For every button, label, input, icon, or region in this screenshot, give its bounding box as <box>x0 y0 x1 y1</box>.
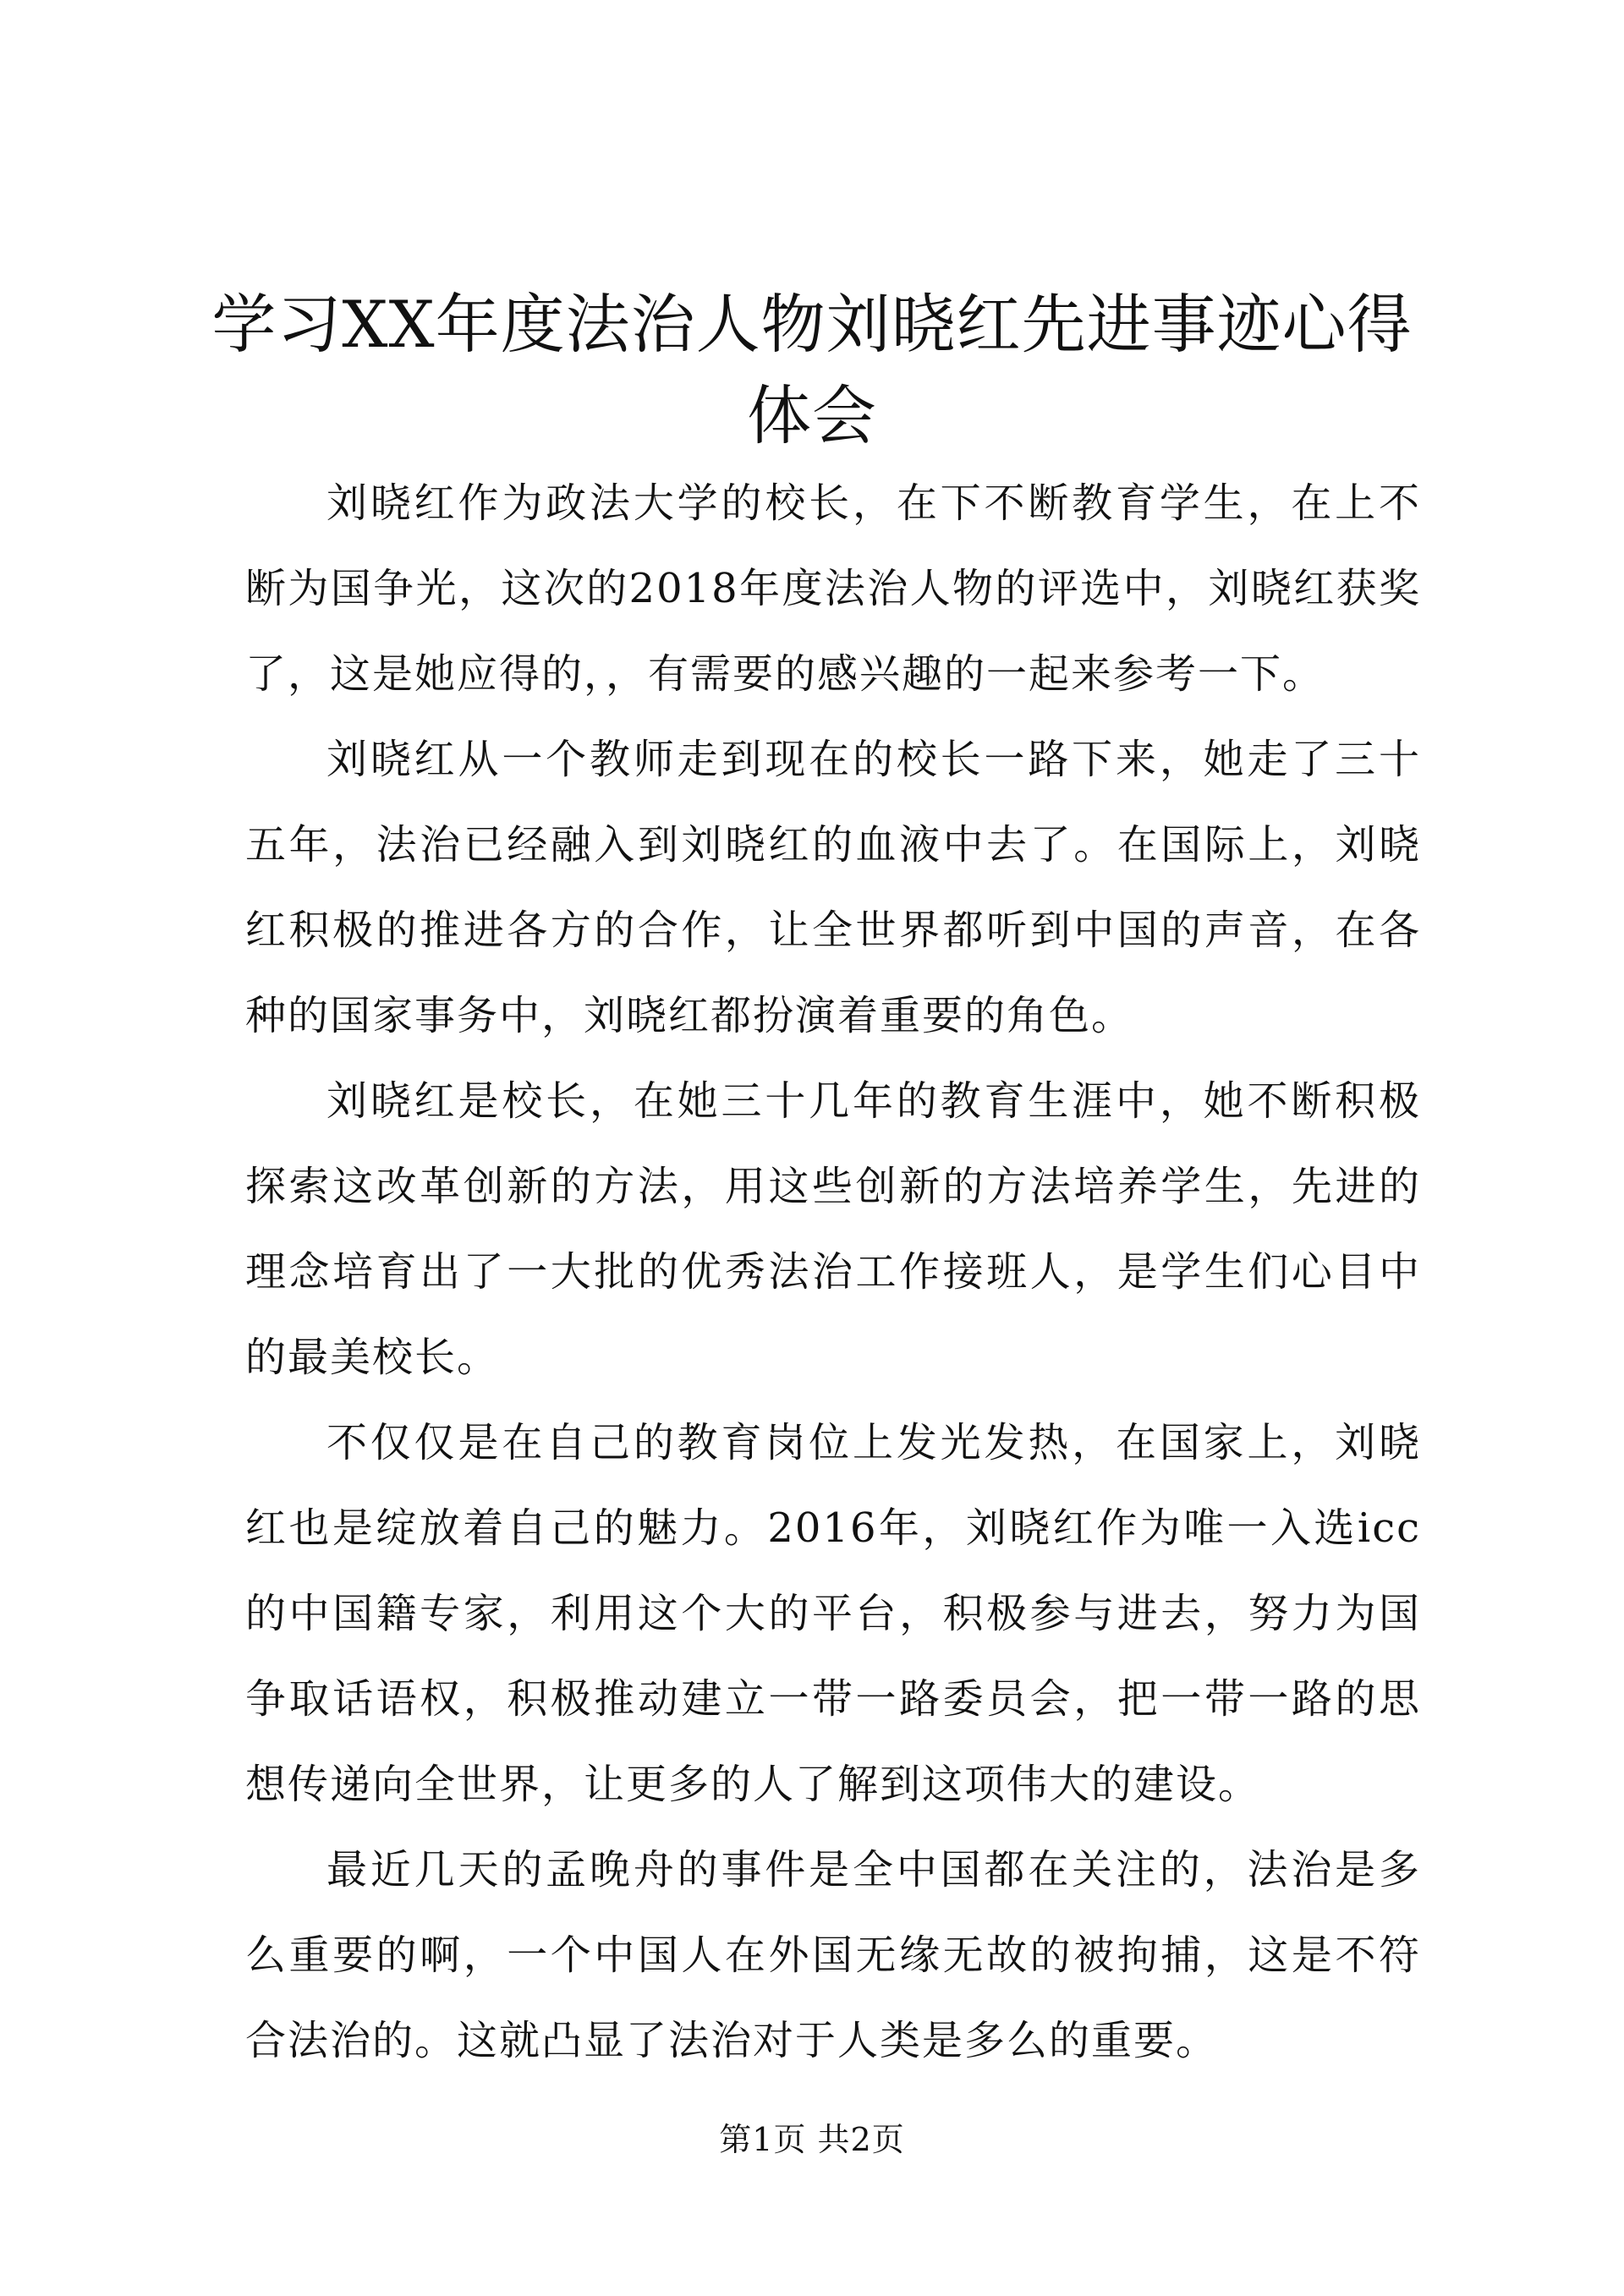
paragraph-3: 刘晓红是校长，在她三十几年的教育生涯中，她不断积极探索这改革创新的方法，用这些创新的方法培养学生，先进的理念培育出了一大批的优秀法治工作接班人，是学生们心目中的最美校长。 <box>245 1077 1421 1381</box>
paragraph-2: 刘晓红从一个教师走到现在的校长一路下来，她走了三十五年，法治已经融入到刘晓红的血液中去了。在国际上，刘晓红积极的推进各方的合作，让全世界都听到中国的声音，在各种的国家事务中，刘晓红都扮演着重要的角色。 <box>245 736 1421 1039</box>
document-body <box>245 461 1421 2084</box>
paragraph-1: 刘晓红作为政法大学的校长，在下不断教育学生，在上不断为国争光，这次的2018年度法治人物的评选中，刘晓红获奖了，这是她应得的，，有需要的感兴趣的一起来参考一下。 <box>245 479 1421 698</box>
paragraph-5: 最近几天的孟晚舟的事件是全中国都在关注的，法治是多么重要的啊，一个中国人在外国无缘无故的被拘捕，这是不符合法治的。这就凸显了法治对于人类是多么的重要。 <box>245 1846 1421 2064</box>
page-number-footer: 第1页 共2页 <box>719 2121 905 2158</box>
paragraph-4: 不仅仅是在自己的教育岗位上发光发热，在国家上，刘晓红也是绽放着自己的魅力。2016年，刘晓红作为唯一入选icc的中国籍专家，利用这个大的平台，积极参与进去，努力为国争取话语权，积极推动建立一带一路委员会，把一带一路的思想传递向全世界，让更多的人了解到这项伟大的建设。 <box>245 1419 1421 1808</box>
document-title: 学习XX年度法治人物刘晓红先进事迹心得体会 <box>211 287 1413 453</box>
